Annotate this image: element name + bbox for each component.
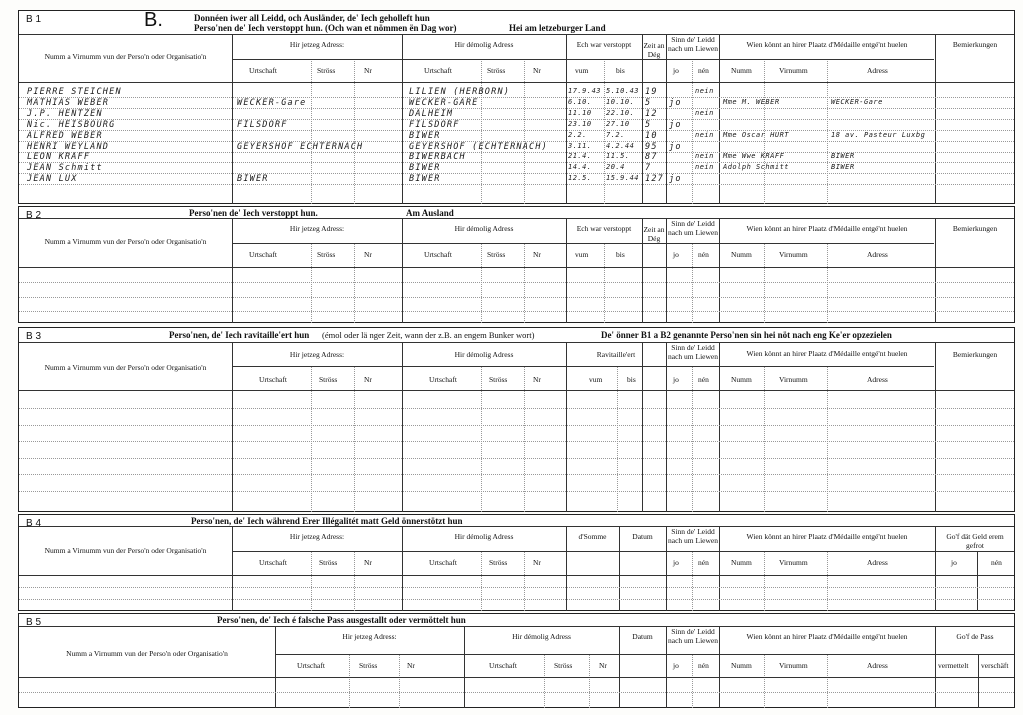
sub-adress: Adress (867, 66, 888, 75)
b1-former-address: BIWERBACH (409, 152, 466, 163)
sub-urtschaft: Urtschaft (424, 66, 452, 75)
col-header-medal: Wien könnt an hirer Plaatz d'Médaille entgé'nt huelen (746, 632, 908, 641)
b1-medal-name: Mme Wwe KRAFF (723, 152, 785, 161)
col-header-name: Numm a Virnumm vun der Perso'n oder Organisatio'n (44, 546, 207, 555)
sub-virnumm: Virnumm (779, 661, 808, 670)
section-code: B 5 (26, 617, 42, 628)
col-header-alive: Sinn de' Leidd nach um Liewen (668, 35, 718, 53)
section-b5 (18, 613, 1015, 708)
sub-nen: nén (698, 66, 709, 75)
b1-current-address: FILSDORF (237, 119, 288, 130)
sub-vum: vum (589, 375, 603, 384)
b1-hidden-from: 17.9.43 (568, 87, 602, 95)
sub-stross: Ströss (487, 66, 506, 75)
section-title: Perso'nen, de' Iech é falsche Pass ausgestallt oder vermöttelt hun (217, 615, 466, 625)
b1-medal-name: Mme Oscar HURT (723, 130, 790, 139)
sub-numm: Numm (731, 66, 752, 75)
b1-name: LEON KRAFF (27, 152, 91, 163)
col-header-name: Numm a Virnumm vun der Perso'n oder Organisatio'n (44, 363, 207, 372)
b1-alive-yes: jo (669, 174, 682, 185)
b1-hidden-from: 3.11. (568, 141, 592, 150)
sub-jo: jo (673, 558, 679, 567)
sub-virnumm: Virnumm (779, 375, 808, 384)
col-header-former-address: Hir démolig Adress (454, 350, 514, 359)
section-b3 (18, 327, 1015, 512)
sub-nr: Nr (364, 375, 372, 384)
b1-hidden-to: 11.5. (606, 152, 630, 161)
col-header-current-address: Hir jetzeg Adress: (289, 224, 345, 233)
section-title: Perso'nen de' Iech verstoppt hun. (189, 208, 318, 218)
b1-days: 19 (645, 87, 658, 97)
b1-name: HENRI WEYLAND (27, 141, 110, 152)
sub-vum: vum (575, 66, 589, 75)
b1-former-address: BIWER (409, 174, 441, 185)
col-header-former-address: Hir démolig Adress (454, 532, 514, 541)
col-header-medal: Wien könnt an hirer Plaatz d'Médaille entgé'nt huelen (746, 349, 908, 358)
col-header-current-address: Hir jetzeg Adress: (289, 532, 345, 541)
b1-alive-yes: jo (669, 97, 682, 108)
b1-hidden-from: 12.5. (568, 174, 592, 183)
sub-adress: Adress (867, 375, 888, 384)
b1-hidden-from: 23.10 (568, 119, 592, 128)
sub-nen: nén (698, 250, 709, 259)
sub-verschaft: verschäft (981, 661, 1009, 670)
sub-nr: Nr (364, 66, 372, 75)
sub-urtschaft: Urtschaft (429, 558, 457, 567)
sub-vum: vum (575, 250, 589, 259)
b1-days: 5 (645, 119, 652, 130)
col-header-alive: Sinn de' Leidd nach um Liewen (668, 343, 718, 361)
b1-medal-address: 18 av. Pasteur Luxbg (831, 130, 926, 139)
b1-former-address: DALHEIM (409, 108, 454, 119)
col-header-alive: Sinn de' Leidd nach um Liewen (668, 219, 718, 237)
sub-nr: Nr (533, 558, 541, 567)
sub-virnumm: Virnumm (779, 66, 808, 75)
col-header-medal: Wien könnt an hirer Plaatz d'Médaille entgé'nt huelen (746, 224, 908, 233)
col-header-current-address: Hir jetzeg Adress: (289, 40, 345, 49)
col-header-alive: Sinn de' Leidd nach um Liewen (668, 627, 718, 645)
b1-days: 127 (645, 174, 664, 185)
b1-medal-name: Adolph Schmitt (723, 163, 790, 172)
b1-days: 10 (645, 130, 658, 141)
col-header-alive: Sinn de' Leidd nach um Liewen (668, 527, 718, 545)
col-header-datum: Datum (632, 632, 653, 641)
section-b1 (18, 10, 1015, 204)
b1-alive-yes: jo (669, 119, 682, 130)
section-title-line2: Perso'nen de' Iech verstoppt hun. (Och wan et nömmen ën Dag wor) (194, 23, 457, 33)
b1-days: 12 (645, 108, 658, 119)
b1-hidden-to: 4.2.44 (606, 141, 635, 150)
col-header-remarks: Bemierkungen (952, 224, 998, 233)
b1-hidden-from: 21.4. (568, 152, 592, 161)
b1-days: 7 (645, 163, 652, 174)
b1-alive-yes: jo (669, 141, 682, 152)
col-header-ravitailleert: Ravitaille'ert (596, 350, 636, 359)
b1-hidden-from: 14.4. (568, 163, 592, 172)
sub-numm: Numm (731, 250, 752, 259)
sub-jo: jo (673, 661, 679, 670)
col-header-name: Numm a Virnumm vun der Perso'n oder Organisatio'n (44, 237, 207, 246)
sub-bis: bis (616, 250, 625, 259)
b1-name: J.P. HENTZEN (27, 108, 103, 119)
col-header-former-address: Hir démolig Adress (454, 40, 514, 49)
section-big-letter: B. (144, 9, 163, 31)
b1-former-address: BIWER (409, 163, 441, 174)
col-header-money-asked: Go'f dät Geld erem gefrot (946, 532, 1004, 550)
section-title-extra: De' önner B1 a B2 genannte Perso'nen sin hei nöt nach eng Ke'er opzezielen (601, 330, 892, 340)
sub-nr: Nr (533, 250, 541, 259)
section-code: B 2 (26, 210, 42, 221)
b1-medal-name: Mme M. WEBER (723, 97, 780, 106)
b1-hidden-from: 2.2. (568, 130, 587, 139)
sub-numm: Numm (731, 558, 752, 567)
sub-adress: Adress (867, 661, 888, 670)
section-title-line1: Donnéen iwer all Leidd, och Ausländer, de' Iech geholleft hun (194, 13, 430, 23)
b1-name: Nic. HEISBOURG (27, 119, 116, 130)
b1-alive-no: nein (695, 87, 714, 95)
col-header-current-address: Hir jetzeg Adress: (289, 350, 345, 359)
sub-bis: bis (616, 66, 625, 75)
b1-current-address: GEYERSHOF ECHTERNACH (237, 141, 364, 152)
b1-current-address: BIWER (237, 174, 269, 185)
sub-stross: Ströss (489, 375, 508, 384)
col-header-name: Numm a Virnumm vun der Perso'n oder Organisatio'n (66, 649, 228, 658)
b1-alive-no: nein (695, 108, 714, 117)
sub-adress: Adress (867, 250, 888, 259)
b1-medal-address: BIWER (831, 163, 855, 172)
section-b2 (18, 206, 1015, 323)
b1-hidden-to: 15.9.44 (606, 174, 640, 183)
b1-hidden-to: 7.2. (606, 130, 625, 139)
b1-hidden-to: 5.10.43 (606, 87, 640, 95)
col-header-name: Numm a Virnumm vun der Perso'n oder Organisatio'n (44, 52, 207, 61)
sub-virnumm: Virnumm (779, 558, 808, 567)
sub-nen: nén (991, 558, 1002, 567)
b1-name: PIERRE STEICHEN (27, 87, 122, 97)
sub-stross: Ströss (317, 250, 336, 259)
section-title-extra: Am Ausland (406, 208, 454, 218)
b1-hidden-to: 22.10. (606, 108, 635, 117)
sub-nen: nén (698, 661, 709, 670)
section-title: Perso'nen, de' Iech ravitaille'ert hun (169, 330, 310, 340)
sub-nr: Nr (407, 661, 415, 670)
sub-urtschaft: Urtschaft (297, 661, 325, 670)
section-title-extra: Hei am letzeburger Land (509, 23, 606, 33)
sub-stross: Ströss (317, 66, 336, 75)
b1-hidden-to: 10.10. (606, 97, 635, 106)
sub-stross: Ströss (487, 250, 506, 259)
sub-urtschaft: Urtschaft (249, 66, 277, 75)
col-header-days: Zeit an Dég (643, 225, 665, 243)
b1-former-address: FILSDORF (409, 119, 460, 130)
b1-hidden-to: 20.4 (606, 163, 625, 172)
b1-days: 5 (645, 97, 652, 108)
b1-hidden-from: 6.10. (568, 97, 592, 106)
sub-stross: Ströss (359, 661, 378, 670)
b1-name: JEAN Schmitt (27, 163, 103, 174)
sub-nr: Nr (364, 558, 372, 567)
sub-nr: Nr (364, 250, 372, 259)
b1-name: MATHIAS WEBER (27, 97, 110, 108)
sub-nen: nén (698, 558, 709, 567)
col-header-days: Zeit an Dég (643, 41, 665, 59)
section-code: B 3 (26, 331, 42, 342)
b1-former-address: GEYERSHOF (ECHTERNACH) (409, 141, 548, 152)
sub-urtschaft: Urtschaft (429, 375, 457, 384)
sub-jo: jo (951, 558, 957, 567)
section-title: Perso'nen, de' Iech während Erer Illégalitét matt Geld önnerstötzt hun (191, 516, 463, 526)
sub-stross: Ströss (319, 375, 338, 384)
section-code: B 4 (26, 518, 42, 529)
col-header-somme: d'Somme (578, 532, 607, 541)
section-title-note: (émol oder lä nger Zeit, wann der z.B. an engem Bunker wort) (322, 330, 535, 340)
sub-vermettelt: vermettelt (938, 661, 969, 670)
sub-nen: nén (698, 375, 709, 384)
sub-jo: jo (673, 250, 679, 259)
sub-stross: Ströss (319, 558, 338, 567)
col-header-hidden: Ech war verstoppt (576, 224, 632, 233)
b1-alive-no: nein (695, 163, 714, 172)
col-header-medal: Wien könnt an hirer Plaatz d'Médaille entgé'nt huelen (746, 40, 908, 49)
col-header-former-address: Hir démolig Adress (454, 224, 514, 233)
sub-numm: Numm (731, 375, 752, 384)
col-header-remarks: Bemierkungen (952, 350, 998, 359)
sub-numm: Numm (731, 661, 752, 670)
b1-medal-address: WECKER-Gare (831, 97, 883, 106)
section-code: B 1 (26, 14, 42, 25)
b1-medal-address: BIWER (831, 152, 855, 161)
b1-alive-no: nein (695, 130, 714, 139)
sub-virnumm: Virnumm (779, 250, 808, 259)
b1-name: JEAN LUX (27, 174, 78, 185)
sub-stross: Ströss (554, 661, 573, 670)
b1-current-address: WECKER-Gare (237, 97, 307, 108)
col-header-remarks: Bemierkungen (952, 40, 998, 49)
b1-days: 87 (645, 152, 658, 163)
b1-former-address: WECKER-GARE (409, 97, 479, 108)
col-header-medal: Wien könnt an hirer Plaatz d'Médaille entgé'nt huelen (746, 532, 908, 541)
col-header-hidden: Ech war verstoppt (576, 40, 632, 49)
sub-nr: Nr (533, 66, 541, 75)
sub-urtschaft: Urtschaft (259, 558, 287, 567)
b1-former-address: BIWER (409, 130, 441, 141)
b1-hidden-to: 27.10 (606, 119, 630, 128)
col-header-datum: Datum (632, 532, 653, 541)
sub-stross: Ströss (489, 558, 508, 567)
sub-jo: jo (673, 66, 679, 75)
b1-days: 95 (645, 141, 658, 152)
b1-name: ALFRED WEBER (27, 130, 103, 141)
sub-nr: Nr (599, 661, 607, 670)
sub-urtschaft: Urtschaft (259, 375, 287, 384)
sub-urtschaft: Urtschaft (249, 250, 277, 259)
b1-hidden-from: 11.10 (568, 108, 592, 117)
sub-bis: bis (627, 375, 636, 384)
sub-jo: jo (673, 375, 679, 384)
b1-former-address: LILIEN (HERBORN) (409, 87, 511, 97)
col-header-former-address: Hir démolig Adress (512, 632, 571, 641)
section-b4 (18, 514, 1015, 611)
sub-urtschaft: Urtschaft (489, 661, 517, 670)
b1-alive-no: nein (695, 152, 714, 161)
sub-nr: Nr (533, 375, 541, 384)
col-header-pass: Go'f de Pass (956, 632, 994, 641)
col-header-current-address: Hir jetzeg Adress: (342, 632, 397, 641)
sub-adress: Adress (867, 558, 888, 567)
sub-urtschaft: Urtschaft (424, 250, 452, 259)
